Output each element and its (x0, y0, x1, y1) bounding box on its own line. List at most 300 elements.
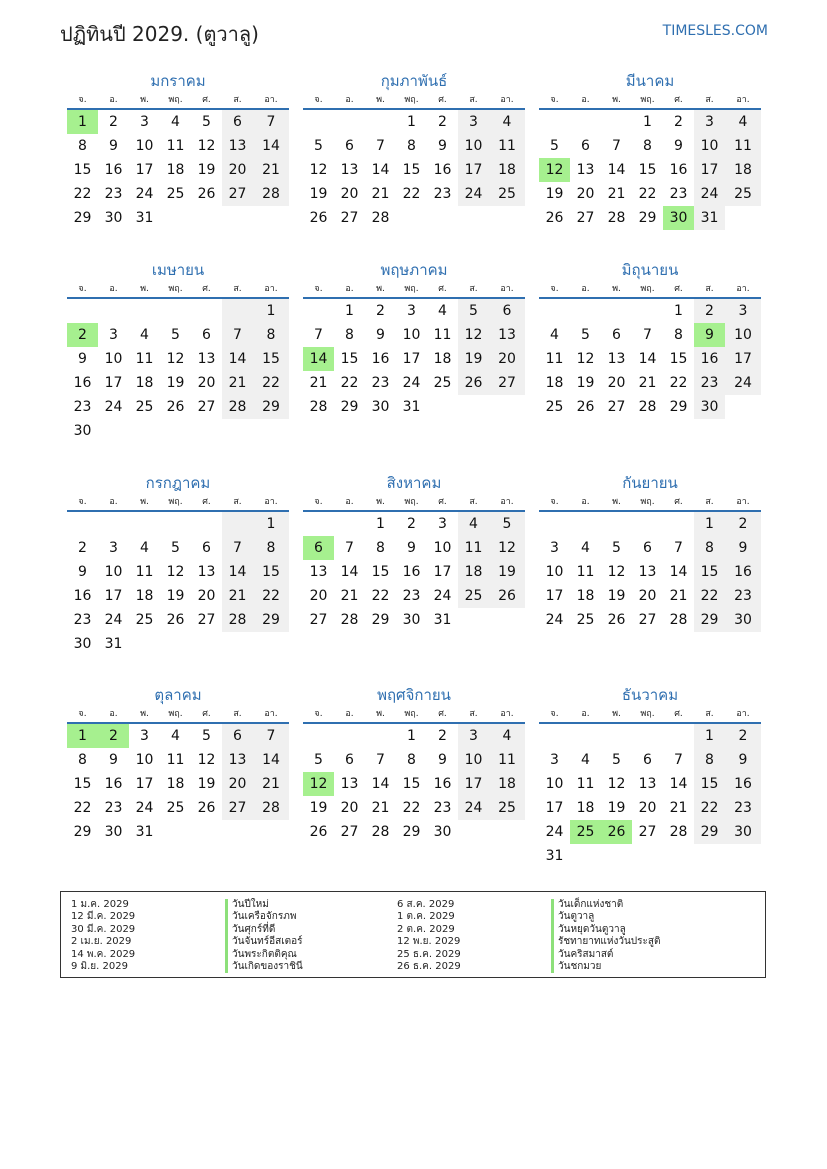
day-cell: 10 (104, 351, 123, 367)
day-grid (303, 299, 525, 419)
day-grid (303, 110, 525, 230)
week-row (539, 371, 761, 395)
day-grid (539, 299, 761, 419)
empty-cell (303, 512, 334, 536)
weekday-label: ส. (469, 497, 478, 507)
month-calendar (67, 684, 289, 844)
week-row (303, 512, 525, 536)
day-cell: 29 (669, 399, 688, 415)
day-cell: 18 (135, 588, 154, 604)
day-cell: 31 (135, 824, 154, 840)
day-cell: 9 (407, 540, 416, 556)
day-cell: 4 (489, 724, 525, 748)
day-cell: 6 (345, 138, 354, 154)
legend-date: 9 มิ.ย. 2029 (71, 960, 128, 972)
day-cell: 17 (458, 772, 489, 796)
day-cell: 29 (694, 820, 725, 844)
day-cell: 5 (202, 728, 211, 744)
weekday-label: พฤ. (640, 497, 655, 507)
day-cell: 25 (458, 584, 489, 608)
day-cell: 5 (171, 327, 180, 343)
day-cell: 30 (402, 612, 421, 628)
week-row (67, 820, 289, 844)
day-cell: 4 (171, 114, 180, 130)
day-cell: 19 (309, 186, 328, 202)
weekday-label: ส. (705, 284, 714, 294)
day-cell: 31 (402, 399, 421, 415)
weekday-label: ส. (233, 95, 242, 105)
month-calendar (539, 684, 761, 868)
day-cell: 27 (607, 399, 626, 415)
weekday-label: จ. (314, 497, 323, 507)
day-cell: 17 (545, 800, 564, 816)
day-cell: 2 (78, 540, 87, 556)
weekday-label: พ. (140, 95, 149, 105)
weekday-label: จ. (550, 95, 559, 105)
week-row (303, 134, 525, 158)
day-cell: 19 (489, 560, 525, 584)
legend-holiday-name: วันพระกิตติคุณ (225, 949, 303, 961)
day-cell: 4 (725, 110, 761, 134)
legend-holiday-name: รัชทายาทแห่งวันประสูติ (551, 936, 661, 948)
day-cell: 10 (545, 776, 564, 792)
day-cell: 28 (669, 612, 688, 628)
legend-date: 12 มี.ค. 2029 (71, 911, 136, 923)
weekday-label: อา. (500, 95, 514, 105)
day-cell: 19 (309, 800, 328, 816)
week-row (539, 182, 761, 206)
legend-date: 1 ต.ค. 2029 (397, 911, 455, 923)
day-cell: 11 (433, 327, 452, 343)
day-cell: 22 (253, 584, 289, 608)
day-cell: 5 (314, 752, 323, 768)
empty-cell (129, 419, 160, 443)
empty-cell (489, 820, 525, 844)
week-row (67, 206, 289, 230)
week-row (67, 560, 289, 584)
week-row (303, 772, 525, 796)
week-row (539, 347, 761, 371)
weekday-label: อา. (736, 709, 750, 719)
day-cell: 6 (222, 724, 253, 748)
legend-names-right (551, 899, 661, 973)
day-cell: 3 (550, 752, 559, 768)
day-cell: 26 (545, 210, 564, 226)
day-cell: 3 (725, 299, 761, 323)
day-cell: 23 (73, 612, 92, 628)
day-cell: 24 (458, 182, 489, 206)
day-cell: 12 (607, 776, 626, 792)
weekday-label: อ. (581, 709, 590, 719)
day-cell: 15 (402, 776, 421, 792)
page-title: ปฏิทินปี 2029. (ตูวาลู) (60, 22, 259, 46)
weekday-label: ศ. (438, 709, 447, 719)
month-calendar (303, 472, 525, 632)
day-cell: 6 (643, 540, 652, 556)
empty-cell (222, 299, 253, 323)
day-cell: 20 (309, 588, 328, 604)
empty-cell (222, 632, 253, 656)
day-cell: 10 (458, 134, 489, 158)
week-row (539, 844, 761, 868)
day-cell: 4 (140, 327, 149, 343)
day-cell: 26 (607, 612, 626, 628)
empty-cell (570, 724, 601, 748)
day-cell: 23 (402, 588, 421, 604)
day-cell: 15 (694, 560, 725, 584)
day-cell: 3 (407, 303, 416, 319)
day-cell: 30 (694, 395, 725, 419)
week-row (67, 748, 289, 772)
weekday-label: อา. (264, 497, 278, 507)
weekday-label: ศ. (202, 497, 211, 507)
weekday-label: อ. (109, 284, 118, 294)
day-cell: 26 (197, 186, 216, 202)
month-calendar (539, 472, 761, 632)
empty-cell (539, 724, 570, 748)
day-cell: 11 (489, 134, 525, 158)
empty-cell (663, 844, 694, 868)
empty-cell (129, 299, 160, 323)
weekday-label: พ. (612, 709, 621, 719)
week-row (67, 299, 289, 323)
weekday-label: พฤ. (640, 284, 655, 294)
day-cell: 19 (607, 800, 626, 816)
day-cell: 10 (545, 564, 564, 580)
day-cell: 14 (638, 351, 657, 367)
week-row (539, 158, 761, 182)
day-grid (67, 724, 289, 844)
day-cell: 13 (197, 564, 216, 580)
weekday-label: อ. (581, 95, 590, 105)
day-cell: 9 (725, 536, 761, 560)
day-cell: 23 (73, 399, 92, 415)
weekday-label: พ. (376, 284, 385, 294)
weekday-label: ส. (233, 709, 242, 719)
week-row (67, 158, 289, 182)
empty-cell (67, 299, 98, 323)
day-cell: 9 (78, 351, 87, 367)
day-cell: 23 (725, 584, 761, 608)
weekday-header (67, 494, 289, 512)
empty-cell (253, 632, 289, 656)
empty-cell (160, 632, 191, 656)
month-name: ธันวาคม (621, 686, 679, 704)
weekday-label: อา. (264, 284, 278, 294)
empty-cell (98, 419, 129, 443)
week-row (539, 584, 761, 608)
empty-cell (632, 724, 663, 748)
week-row (303, 347, 525, 371)
week-row (539, 512, 761, 536)
day-cell: 7 (674, 752, 683, 768)
empty-cell (303, 110, 334, 134)
weekday-label: อา. (736, 284, 750, 294)
day-cell: 16 (433, 162, 452, 178)
day-cell: 11 (545, 351, 564, 367)
month-calendar (303, 684, 525, 844)
day-cell: 28 (222, 608, 253, 632)
day-cell: 2 (694, 299, 725, 323)
weekday-label: พ. (612, 497, 621, 507)
day-cell: 5 (612, 540, 621, 556)
day-cell: 15 (253, 347, 289, 371)
legend-names-left (225, 899, 303, 973)
day-cell: 1 (407, 114, 416, 130)
day-cell: 21 (607, 186, 626, 202)
day-cell: 19 (166, 588, 185, 604)
day-cell: 3 (694, 110, 725, 134)
day-cell: 13 (489, 323, 525, 347)
day-cell: 2 (109, 114, 118, 130)
weekday-label: อ. (345, 284, 354, 294)
weekday-label: พฤ. (168, 95, 183, 105)
day-cell: 22 (402, 186, 421, 202)
day-cell: 8 (674, 327, 683, 343)
day-cell: 31 (135, 210, 154, 226)
week-row (303, 748, 525, 772)
day-cell: 11 (576, 564, 595, 580)
day-cell: 11 (576, 776, 595, 792)
weekday-label: อา. (264, 709, 278, 719)
day-cell: 25 (135, 399, 154, 415)
day-cell: 4 (438, 303, 447, 319)
day-cell: 30 (371, 399, 390, 415)
day-cell: 12 (197, 752, 216, 768)
day-cell: 12 (458, 323, 489, 347)
empty-cell (67, 512, 98, 536)
day-cell: 5 (202, 114, 211, 130)
legend-holiday-name: วันเครือจักรภพ (225, 911, 303, 923)
day-cell: 10 (458, 748, 489, 772)
legend-date: 6 ส.ค. 2029 (397, 899, 455, 910)
day-cell: 9 (78, 564, 87, 580)
day-cell: 26 (576, 399, 595, 415)
month-name: กุมภาพันธ์ (380, 72, 448, 90)
day-cell: 8 (253, 536, 289, 560)
empty-cell (365, 110, 396, 134)
weekday-header (303, 494, 525, 512)
day-cell: 29 (694, 608, 725, 632)
weekday-label: จ. (78, 95, 87, 105)
empty-cell (489, 608, 525, 632)
day-cell: 20 (222, 772, 253, 796)
legend-dates-right (397, 899, 461, 973)
day-cell: 17 (433, 564, 452, 580)
day-cell: 1 (253, 512, 289, 536)
week-row (539, 796, 761, 820)
day-cell: 17 (545, 588, 564, 604)
empty-cell (601, 724, 632, 748)
day-cell: 19 (458, 347, 489, 371)
day-cell: 2 (438, 114, 447, 130)
day-cell: 12 (197, 138, 216, 154)
day-cell: 29 (253, 395, 289, 419)
day-cell: 10 (433, 540, 452, 556)
legend-holiday-name: วันเด็กแห่งชาติ (551, 899, 661, 911)
weekday-label: จ. (550, 284, 559, 294)
weekday-header (67, 706, 289, 724)
day-cell: 21 (371, 186, 390, 202)
weekday-label: จ. (78, 284, 87, 294)
day-cell: 11 (725, 134, 761, 158)
month-name: พฤษภาคม (380, 261, 448, 279)
month-name: มีนาคม (625, 72, 675, 90)
week-row (539, 772, 761, 796)
day-cell: 29 (402, 824, 421, 840)
legend-holiday-name: วันคริสมาสต์ (551, 949, 661, 961)
site-link[interactable]: TIMESLES.COM (662, 23, 768, 39)
day-cell: 16 (371, 351, 390, 367)
day-cell: 12 (576, 351, 595, 367)
day-grid (303, 512, 525, 632)
day-cell: 8 (78, 752, 87, 768)
day-cell: 30 (73, 636, 92, 652)
week-row (539, 323, 761, 347)
day-cell: 16 (433, 776, 452, 792)
day-cell: 7 (314, 327, 323, 343)
empty-cell (129, 512, 160, 536)
empty-cell (458, 395, 489, 419)
day-cell: 22 (371, 588, 390, 604)
week-row (303, 206, 525, 230)
day-cell: 12 (489, 536, 525, 560)
day-cell: 27 (197, 399, 216, 415)
day-cell: 15 (638, 162, 657, 178)
day-cell: 6 (612, 327, 621, 343)
day-cell: 9 (694, 323, 725, 347)
day-cell: 21 (340, 588, 359, 604)
day-cell: 30 (663, 206, 694, 230)
day-cell: 27 (340, 210, 359, 226)
day-cell: 4 (171, 728, 180, 744)
week-row (67, 632, 289, 656)
day-cell: 6 (303, 536, 334, 560)
day-cell: 30 (725, 820, 761, 844)
day-cell: 28 (253, 182, 289, 206)
day-cell: 13 (607, 351, 626, 367)
empty-cell (160, 206, 191, 230)
week-row (539, 608, 761, 632)
empty-cell (191, 419, 222, 443)
day-cell: 16 (104, 162, 123, 178)
day-cell: 11 (166, 138, 185, 154)
empty-cell (191, 299, 222, 323)
day-cell: 21 (669, 588, 688, 604)
empty-cell (601, 844, 632, 868)
day-cell: 31 (104, 636, 123, 652)
empty-cell (570, 512, 601, 536)
day-cell: 18 (166, 776, 185, 792)
day-cell: 28 (309, 399, 328, 415)
weekday-label: อ. (345, 709, 354, 719)
day-cell: 23 (669, 186, 688, 202)
day-cell: 29 (73, 210, 92, 226)
holiday-legend (60, 891, 766, 978)
empty-cell (725, 844, 761, 868)
day-cell: 21 (371, 800, 390, 816)
weekday-label: พ. (612, 284, 621, 294)
day-cell: 19 (197, 162, 216, 178)
week-row (303, 724, 525, 748)
day-cell: 5 (314, 138, 323, 154)
day-cell: 19 (607, 588, 626, 604)
day-cell: 25 (166, 186, 185, 202)
day-cell: 6 (345, 752, 354, 768)
day-cell: 23 (694, 371, 725, 395)
day-cell: 25 (545, 399, 564, 415)
empty-cell (303, 299, 334, 323)
weekday-label: ส. (469, 709, 478, 719)
weekday-label: พ. (376, 95, 385, 105)
day-cell: 21 (253, 158, 289, 182)
day-cell: 23 (371, 375, 390, 391)
weekday-header (303, 281, 525, 299)
day-cell: 8 (643, 138, 652, 154)
empty-cell (632, 844, 663, 868)
day-cell: 3 (458, 110, 489, 134)
day-cell: 6 (202, 540, 211, 556)
day-cell: 24 (104, 399, 123, 415)
empty-cell (601, 110, 632, 134)
empty-cell (222, 419, 253, 443)
day-cell: 10 (402, 327, 421, 343)
day-cell: 9 (376, 327, 385, 343)
empty-cell (191, 206, 222, 230)
empty-cell (601, 299, 632, 323)
day-cell: 3 (109, 540, 118, 556)
day-cell: 14 (371, 162, 390, 178)
day-cell: 20 (222, 158, 253, 182)
day-cell: 14 (607, 162, 626, 178)
day-cell: 25 (489, 182, 525, 206)
day-cell: 17 (402, 351, 421, 367)
weekday-label: ศ. (674, 95, 683, 105)
day-cell: 8 (78, 138, 87, 154)
day-grid (539, 512, 761, 632)
day-cell: 26 (309, 210, 328, 226)
week-row (67, 347, 289, 371)
day-cell: 13 (638, 776, 657, 792)
day-cell: 13 (638, 564, 657, 580)
week-row (303, 182, 525, 206)
week-row (303, 323, 525, 347)
day-cell: 14 (371, 776, 390, 792)
empty-cell (191, 512, 222, 536)
day-cell: 7 (376, 138, 385, 154)
day-cell: 20 (197, 588, 216, 604)
day-cell: 1 (253, 299, 289, 323)
weekday-label: จ. (550, 497, 559, 507)
week-row (303, 158, 525, 182)
legend-date: 14 พ.ค. 2029 (71, 948, 136, 960)
day-cell: 15 (669, 351, 688, 367)
month-name: ตุลาคม (154, 686, 202, 704)
day-cell: 1 (67, 724, 98, 748)
day-cell: 20 (607, 375, 626, 391)
day-cell: 21 (253, 772, 289, 796)
empty-cell (334, 512, 365, 536)
week-row (303, 371, 525, 395)
day-cell: 29 (371, 612, 390, 628)
day-cell: 5 (550, 138, 559, 154)
weekday-label: พฤ. (404, 497, 419, 507)
day-cell: 15 (694, 772, 725, 796)
day-cell: 26 (197, 800, 216, 816)
day-cell: 12 (607, 564, 626, 580)
empty-cell (570, 844, 601, 868)
day-cell: 17 (135, 776, 154, 792)
